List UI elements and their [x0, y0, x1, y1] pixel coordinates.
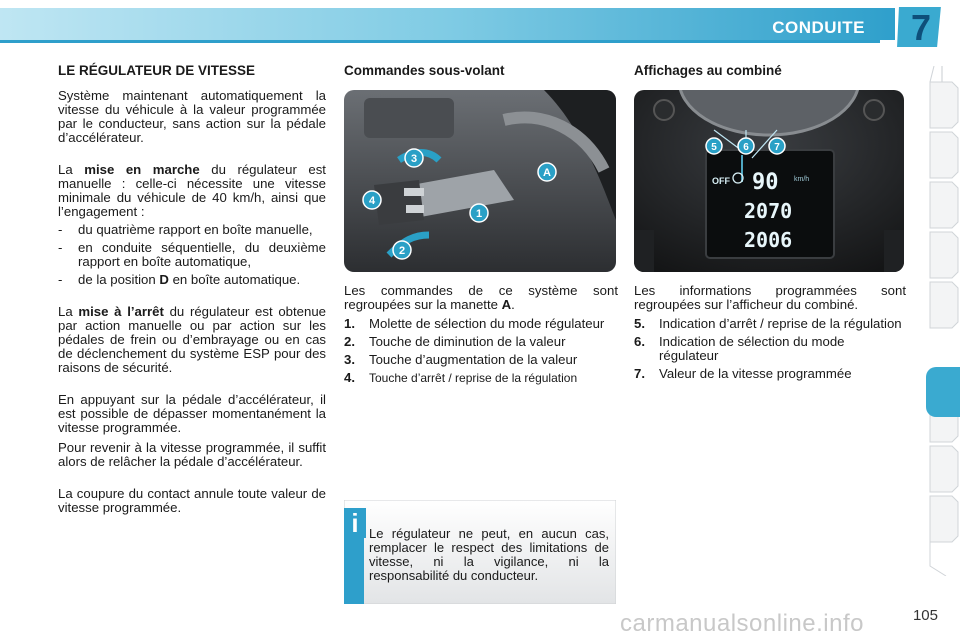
photo-label: 1 [475, 208, 483, 220]
photo-label: 4 [368, 195, 376, 207]
resume-paragraph: Pour revenir à la vitesse programmée, il suffit alors de relâcher la pédale d’accélérateur. [58, 440, 326, 469]
steering-controls-photo [344, 90, 616, 272]
display-speed: 90 [752, 170, 779, 195]
list-item: 5. Indication d’arrêt / reprise de la régulation [634, 316, 902, 331]
bullet-text: de la position D en boîte automatique. [78, 272, 301, 287]
chapter-title: CONDUITE [772, 18, 865, 37]
bullet-text: en conduite séquentielle, du deuxième rapport en boîte automatique, [78, 240, 326, 269]
list-item: - du quatrième rapport en boîte manuelle, [58, 223, 326, 237]
section-title: Commandes sous-volant [344, 63, 505, 78]
list-item: 4. Touche d’arrêt / reprise de la régulation [344, 370, 578, 385]
controls-description [344, 284, 618, 389]
controls-intro: Les commandes de ce système sont regroupées sur la manette A. [344, 283, 618, 312]
info-text: Le régulateur ne peut, en aucun cas, remplacer le respect des limitations de vitesse, ni la vigilance, ni la responsabilité du conducteur. [369, 526, 609, 583]
section-title: LE RÉGULATEUR DE VITESSE [58, 63, 256, 78]
display-speed-unit: km/h [794, 176, 810, 183]
display-description [634, 284, 906, 385]
list-item: - en conduite séquentielle, du deuxième rapport en boîte automatique, [58, 240, 326, 269]
intro-paragraph: Système maintenant automatiquement la vitesse du véhicule à la valeur programmée par le conducteur, sans action sur la pédale d’accélérateur. [58, 88, 326, 145]
middle-column [344, 64, 616, 78]
list-item: 2. Touche de diminution de la valeur [344, 334, 566, 349]
override-paragraph: En appuyant sur la pédale d’accélérateur, il est possible de dépasser momentanément la vitesse programmée. [58, 392, 326, 435]
list-item: 3. Touche d’augmentation de la valeur [344, 352, 578, 367]
activation-bold: mise en marche [84, 162, 200, 177]
list-item: 7. Valeur de la vitesse programmée [634, 366, 852, 381]
chapter-tabs [926, 66, 960, 576]
display-line-3: 2006 [744, 228, 793, 252]
list-item: 1. Molette de sélection du mode régulateur [344, 316, 605, 331]
display-off-label: OFF [712, 176, 730, 186]
photo-label: 7 [774, 142, 780, 153]
page-number: 105 [912, 607, 938, 624]
right-column [634, 64, 906, 78]
ignition-paragraph: La coupure du contact annule toute valeur de vitesse programmée. [58, 486, 326, 515]
activation-prefix: La [58, 162, 73, 177]
deactivation-paragraph: La mise à l’arrêt du régulateur est obtenue par action manuelle ou par action sur les pédales de frein ou d’embrayage ou en cas de déclenchement du système ESP pour des raisons de sécurité. [58, 304, 327, 375]
display-intro: Les informations programmées sont regroupées sur l’afficheur du combiné. [634, 283, 906, 312]
photo-label: 6 [743, 142, 749, 153]
activation-paragraph [58, 163, 326, 219]
instrument-cluster-photo [634, 90, 904, 272]
list-item: 6. Indication de sélection du mode régulateur [634, 334, 845, 363]
section-title: Affichages au combiné [634, 63, 782, 78]
active-chapter-tab[interactable] [926, 367, 960, 417]
photo-label: 2 [398, 245, 406, 257]
photo-label: 5 [711, 142, 717, 153]
photo-label: A [543, 167, 551, 179]
info-icon: i [351, 508, 359, 538]
list-item: - de la position D en boîte automatique. [58, 273, 326, 287]
chapter-number: 7 [910, 7, 932, 48]
chapter-header [0, 0, 960, 50]
photo-label: 3 [410, 153, 418, 165]
display-line-2: 2070 [744, 199, 793, 223]
activation-text: du régulateur est manuelle : celle-ci nécessite une vitesse minimale du véhicule de 40 km/h, ainsi que l’engagement : [58, 162, 326, 219]
watermark: carmanualsonline.info [620, 610, 864, 637]
left-column [58, 64, 326, 515]
info-box [344, 500, 616, 604]
bullet-text: du quatrième rapport en boîte manuelle, [78, 222, 313, 237]
